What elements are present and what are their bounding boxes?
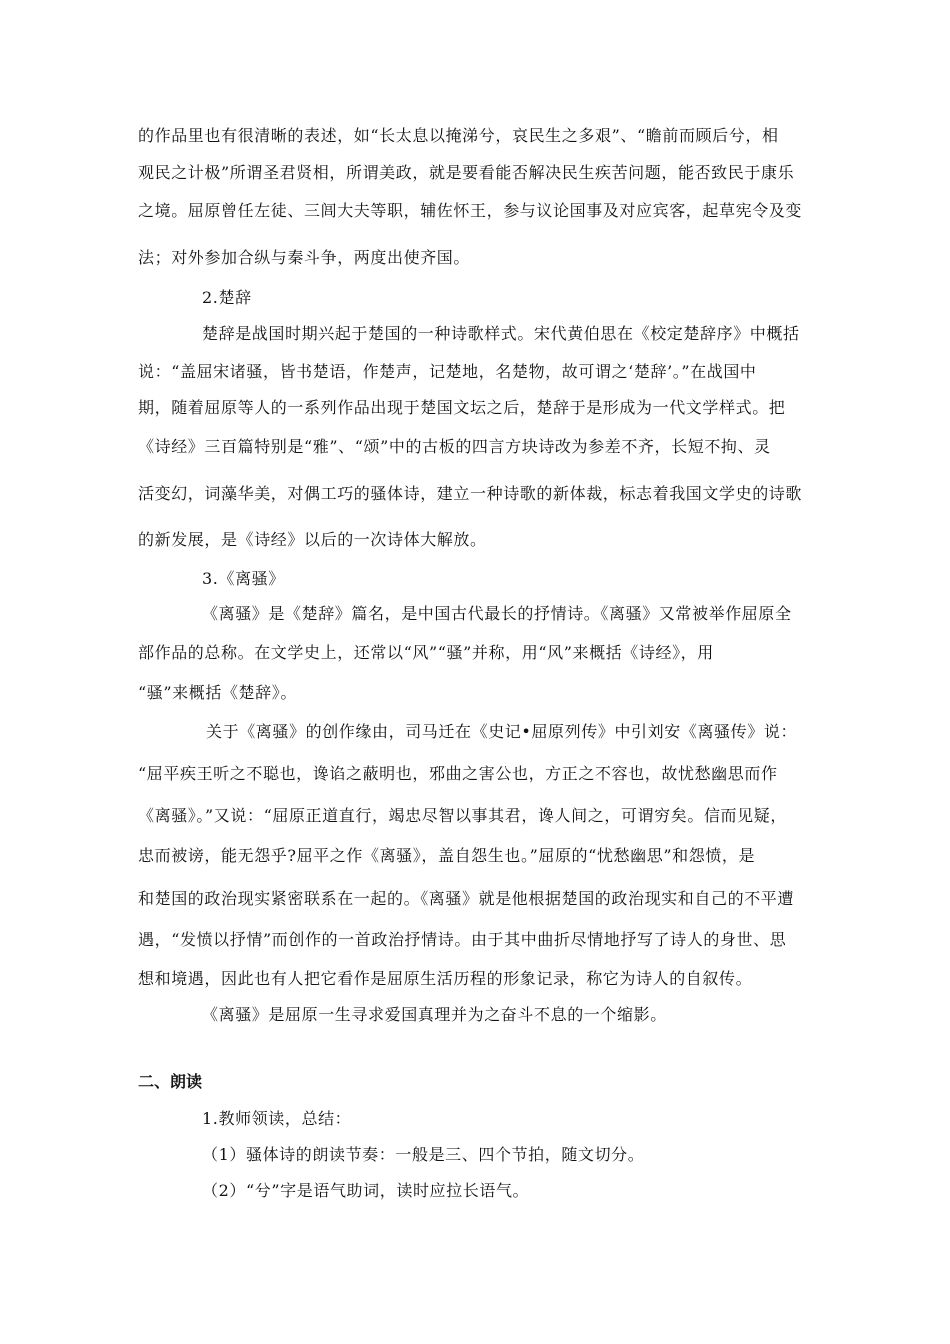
text-line: 《离骚》是《楚辞》篇名，是中国古代最长的抒情诗。《离骚》又常被举作屈原全 (202, 604, 792, 623)
section-heading-langdu: 二、朗读 (138, 1072, 203, 1091)
text-line: 关于《离骚》的创作缘由，司马迁在《史记•屈原列传》中引刘安《离骚传》说： (206, 722, 798, 741)
text-line: 《离骚》是屈原一生寻求爱国真理并为之奋斗不息的一个缩影。 (202, 1005, 667, 1024)
text-line: 之境。屈原曾任左徒、三闾大夫等职，辅佐怀王，参与议论国事及对应宾客，起草宪令及变 (138, 201, 803, 220)
text-line: 想和境遇，因此也有人把它看作是屈原生活历程的形象记录，称它为诗人的自叙传。 (138, 969, 753, 988)
text-line: 观民之计极”所谓圣君贤相，所谓美政，就是要看能否解决民生疾苦问题，能否致民于康乐 (138, 163, 795, 182)
text-line: “屈平疾王听之不聪也，谗谄之蔽明也，邪曲之害公也，方正之不容也，故忧愁幽思而作 (138, 764, 778, 783)
section-heading-lisao: 3.《离骚》 (202, 569, 285, 588)
text-line: 遇，“发愤以抒情”而创作的一首政治抒情诗。由于其中曲折尽情地抒写了诗人的身世、思 (138, 930, 787, 949)
text-line: 法；对外参加合纵与秦斗争，两度出使齐国。 (138, 248, 471, 267)
text-line: 忠而被谤，能无怨乎?屈平之作《离骚》，盖自怨生也。”屈原的“忧愁幽思”和怨愤，是 (138, 846, 756, 865)
text-line: 1.教师领读，总结： (202, 1109, 352, 1128)
list-item: （2）“兮”字是语气助词，读时应拉长语气。 (202, 1181, 530, 1200)
text-line: 的作品里也有很清晰的表述，如“长太息以掩涕兮，哀民生之多艰”、“瞻前而顾后兮，相 (138, 126, 779, 145)
section-heading-chuci: 2.楚辞 (202, 288, 252, 307)
text-line: 的新发展，是《诗经》以后的一次诗体大解放。 (138, 530, 487, 549)
text-line: 期，随着屈原等人的一系列作品出现于楚国文坛之后，楚辞于是形成为一代文学样式。把 (138, 398, 786, 417)
text-line: 活变幻，词藻华美，对偶工巧的骚体诗，建立一种诗歌的新体裁，标志着我国文学史的诗歌 (138, 484, 803, 503)
text-line: 《离骚》。”又说：“屈原正道直行，竭忠尽智以事其君，谗人间之，可谓穷矣。信而见疑， (138, 806, 787, 825)
text-line: “骚”来概括《楚辞》。 (138, 683, 297, 702)
text-line: 《诗经》三百篇特别是“雅”、“颂”中的古板的四言方块诗改为参差不齐，长短不拘、灵 (138, 437, 771, 456)
text-line: 楚辞是战国时期兴起于楚国的一种诗歌样式。宋代黄伯思在《校定楚辞序》中概括 (202, 324, 800, 343)
text-line: 说：“盖屈宋诸骚，皆书楚语，作楚声，记楚地，名楚物，故可谓之‘楚辞’。”在战国中 (138, 362, 757, 381)
text-line: 部作品的总称。在文学史上，还常以“风”“骚”并称，用“风”来概括《诗经》，用 (138, 643, 714, 662)
list-item: （1）骚体诗的朗读节奏：一般是三、四个节拍，随文切分。 (202, 1145, 645, 1164)
text-line: 和楚国的政治现实紧密联系在一起的。《离骚》就是他根据楚国的政治现实和自己的不平遭 (138, 889, 795, 908)
